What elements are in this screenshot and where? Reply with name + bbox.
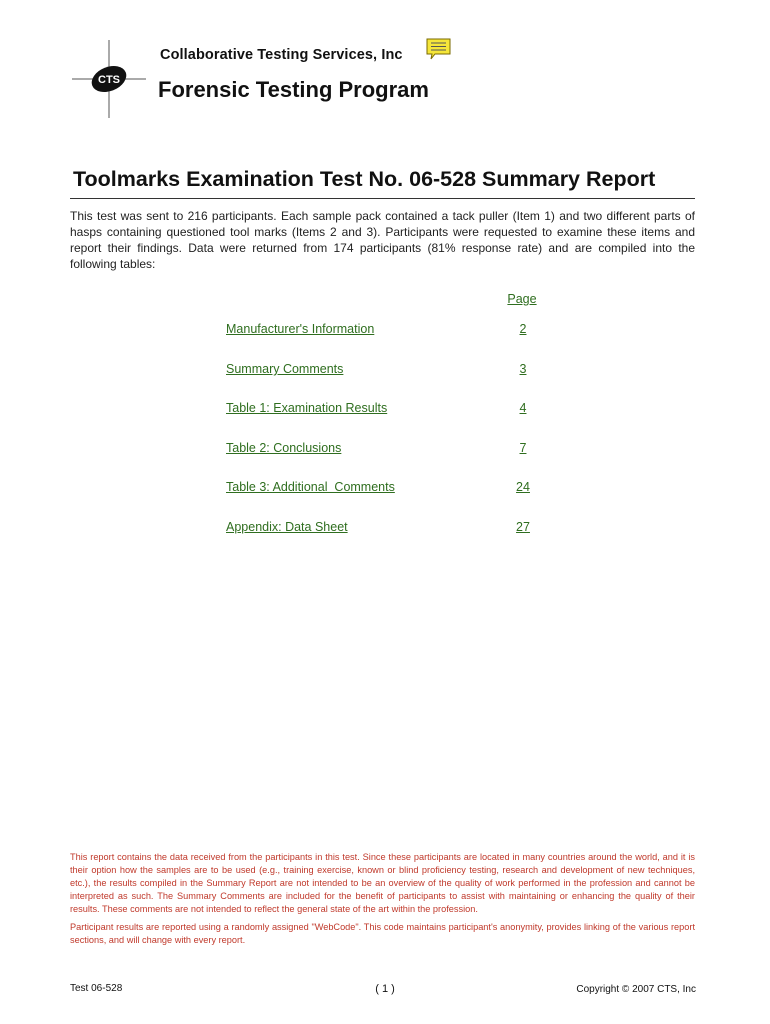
- toc-item-page[interactable]: 7: [519, 441, 527, 455]
- program-title: Forensic Testing Program: [158, 77, 429, 102]
- disclaimer: [70, 851, 695, 952]
- toc-item-label[interactable]: Table 2: Conclusions: [226, 441, 342, 455]
- footer-test-number: Test 06-528: [70, 983, 123, 994]
- intro-paragraph: This test was sent to 216 participants. Each sample pack contained a tack puller (Item 1) and two different parts of hasps containing questioned tool marks (Items 2 and 3). Participants were requested to examine these items and report their findings. Data were returned from 174 participants (81% response rate) and are compiled into the following tables:: [70, 209, 695, 271]
- disclaimer-paragraph: Participant results are reported using a randomly assigned "WebCode". This code maintains participant's anonymity, provides linking of the various report sections, and will change with every report.: [70, 922, 695, 945]
- toc-item-page[interactable]: 2: [519, 322, 527, 336]
- toc-item-label[interactable]: Appendix: Data Sheet: [226, 520, 348, 534]
- company-name: Collaborative Testing Services, Inc: [160, 47, 403, 63]
- toc-item-label[interactable]: Summary Comments: [226, 362, 344, 376]
- logo-text: CTS: [98, 74, 120, 86]
- toc-item-label[interactable]: Manufacturer's Information: [226, 322, 375, 336]
- cts-logo: [70, 38, 148, 120]
- title-divider: [70, 198, 695, 199]
- comment-note-icon[interactable]: [425, 37, 453, 61]
- toc-item-label[interactable]: Table 1: Examination Results: [226, 401, 388, 415]
- toc-item[interactable]: [226, 520, 536, 538]
- toc-item[interactable]: [226, 322, 536, 340]
- toc-item[interactable]: [226, 401, 536, 419]
- toc-item-page[interactable]: 27: [516, 520, 530, 534]
- toc-item[interactable]: [226, 480, 536, 498]
- toc-page-header: Page: [507, 292, 537, 306]
- toc-item-page[interactable]: 3: [519, 362, 527, 376]
- toc-item-page[interactable]: 4: [519, 401, 527, 415]
- toc-item-page[interactable]: 24: [516, 480, 530, 494]
- toc-item-label[interactable]: Table 3: Additional Comments: [226, 480, 395, 494]
- toc-item[interactable]: [226, 362, 536, 380]
- report-title: Toolmarks Examination Test No. 06-528 Summary Report: [73, 167, 656, 191]
- footer-page-number: ( 1 ): [375, 983, 395, 995]
- footer-copyright: Copyright © 2007 CTS, Inc: [576, 984, 696, 995]
- toc-item[interactable]: [226, 441, 536, 459]
- disclaimer-paragraph: This report contains the data received from the participants in this test. Since these participants are located in many countries around the world, and it is their option how the samples are to be used (e.g., training exercise, known or blind proficiency testing, research and development of new techniques, etc.), the results compiled in the Summary Report are not intended to be an overview of the quality of work performed in the profession and cannot be interpreted as such. The Summary Comments are included for the benefit of participants to assist with maintaining or enhancing the quality of their results. These comments are not intended to reflect the general state of the art within the profession.: [70, 852, 695, 914]
